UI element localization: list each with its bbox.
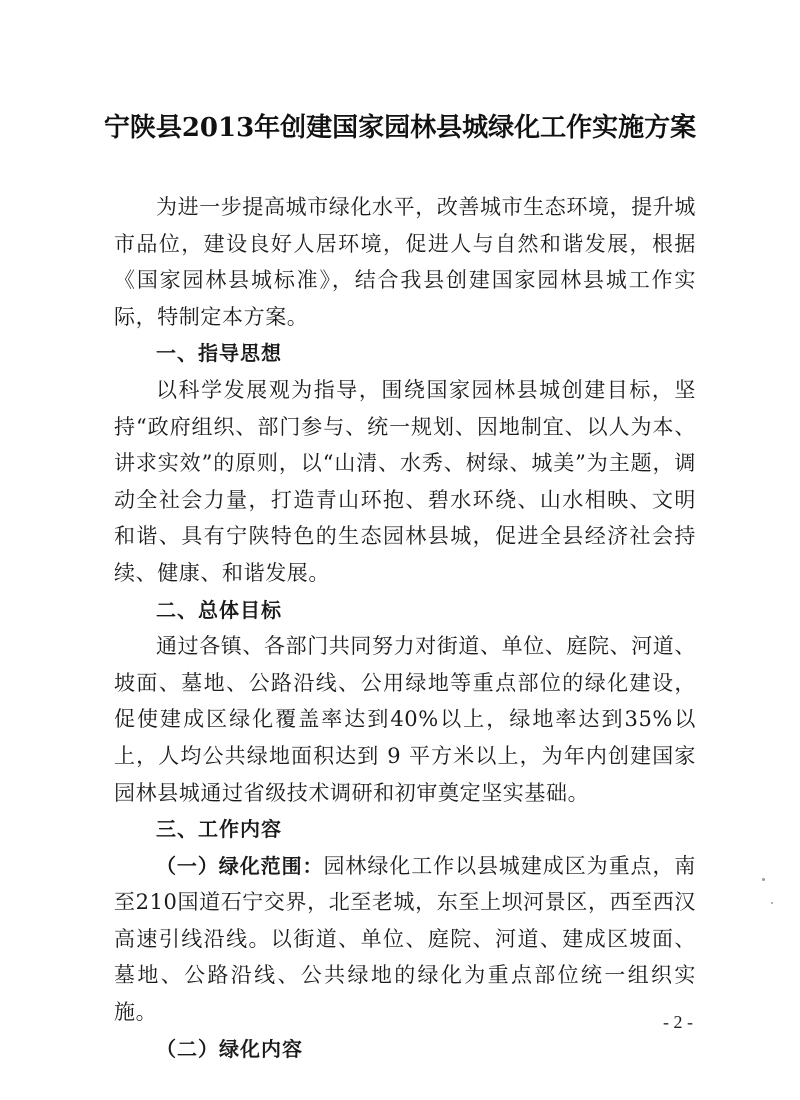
document-title: 宁陕县2013年创建国家园林县城绿化工作实施方案 <box>103 113 697 143</box>
sub-heading-greening-content: （二）绿化内容 <box>156 1036 303 1061</box>
heading-overall-goal: 二、总体目标 <box>156 597 282 622</box>
scan-speck <box>762 878 765 881</box>
heading-guiding-thought: 一、指导思想 <box>156 341 282 366</box>
overall-goal-paragraph: 通过各镇、各部门共同努力对街道、单位、庭院、河道、坡面、墓地、公路沿线、公用绿地等重点部位的绿化建设，促使建成区绿化覆盖率达到40%以上，绿地率达到35%以上，人均公共绿地面积达到 9 平方米以上，为年内创建国家园林县城通过省级技术调研和初审奠定坚实基础。 <box>114 634 696 805</box>
intro-paragraph: 为进一步提高城市绿化水平，改善城市生态环境，提升城市品位，建设良好人居环境，促进人与自然和谐发展，根据《国家园林县城标准》，结合我县创建国家园林县城工作实际，特制定本方案。 <box>114 195 696 329</box>
scan-speck <box>771 902 773 904</box>
sub-heading-greening-scope: （一）绿化范围： <box>156 853 324 878</box>
guiding-thought-paragraph: 以科学发展观为指导，围绕国家园林县城创建目标，坚持“政府组织、部门参与、统一规划、因地制宜、以人为本、讲求实效”的原则，以“山清、水秀、树绿、城美”为主题，调动全社会力量，打造青山环抱、碧水环绕、山水相映、文明和谐、具有宁陕特色的生态园林县城，促进全县经济社会持续、健康、和谐发展。 <box>114 377 696 585</box>
scope-paragraph <box>114 848 696 1031</box>
scope-text: 园林绿化工作以县城建成区为重点，南至210国道石宁交界，北至老城，东至上坝河景区，西至西汉高速引线沿线。以街道、单位、庭院、河道、建成区坡面、墓地、公路沿线、公共绿地的绿化为重点部位统一组织实施。 <box>114 853 696 1025</box>
heading-work-content: 三、工作内容 <box>156 817 282 842</box>
document-body <box>114 189 696 1067</box>
page-number: - 2 - <box>663 1012 693 1032</box>
